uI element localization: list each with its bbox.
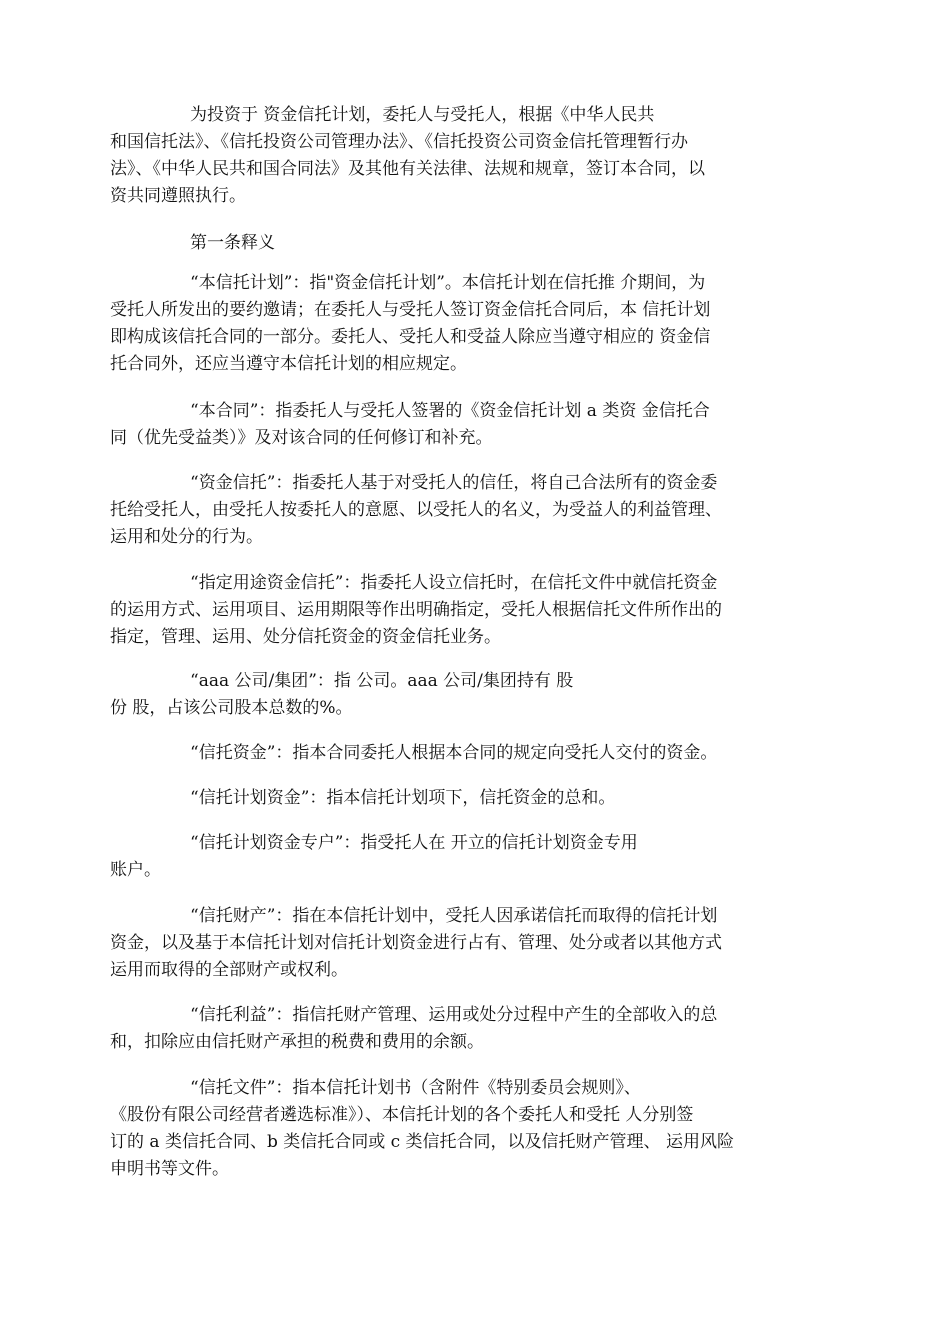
text-line: “信托文件”：指本信托计划书（含附件《特别委员会规则》、 [190, 1078, 641, 1098]
text-line: 《股份有限公司经营者遴选标准》）、本信托计划的各个委托人和受托 人分别签 [110, 1105, 694, 1125]
text-line: “aaa 公司/集团”：指 公司。aaa 公司/集团持有 股 [190, 671, 574, 691]
text-line: 同（优先受益类）》及对该合同的任何修订和补充。 [110, 428, 493, 448]
text-line: 账户。 [110, 860, 161, 880]
text-line: 申明书等文件。 [110, 1159, 229, 1179]
text-line: “信托财产”：指在本信托计划中，受托人因承诺信托而取得的信托计划 [190, 906, 718, 926]
text-line: 托合同外，还应当遵守本信托计划的相应规定。 [110, 354, 467, 374]
text-line: “信托计划资金”：指本信托计划项下，信托资金的总和。 [190, 788, 616, 808]
text-line: 运用而取得的全部财产或权利。 [110, 960, 348, 980]
text-line: “本合同”：指委托人与受托人签署的《资金信托计划 a 类资 金信托合 [190, 401, 710, 421]
text-line: “资金信托”：指委托人基于对受托人的信任，将自己合法所有的资金委 [190, 473, 718, 493]
text-line: 法》、《中华人民共和国合同法》及其他有关法律、法规和规章，签订本合同，以 [110, 159, 705, 179]
text-line: 和国信托法》、《信托投资公司管理办法》、《信托投资公司资金信托管理暂行办 [110, 132, 688, 152]
text-line: “信托资金”：指本合同委托人根据本合同的规定向受托人交付的资金。 [190, 743, 718, 763]
text-line: 的运用方式、运用项目、运用期限等作出明确指定，受托人根据信托文件所作出的 [110, 600, 722, 620]
text-line: 即构成该信托合同的一部分。委托人、受托人和受益人除应当遵守相应的 资金信 [110, 327, 711, 347]
text-line: 运用和处分的行为。 [110, 527, 263, 547]
text-line: “信托利益”：指信托财产管理、运用或处分过程中产生的全部收入的总 [190, 1005, 718, 1025]
text-line: “信托计划资金专户”：指受托人在 开立的信托计划资金专用 [190, 833, 638, 853]
text-line: 订的 a 类信托合同、b 类信托合同或 c 类信托合同，以及信托财产管理、 运用风险 [110, 1132, 734, 1152]
text-line: 资共同遵照执行。 [110, 186, 246, 206]
text-line: “指定用途资金信托”：指委托人设立信托时，在信托文件中就信托资金 [190, 573, 718, 593]
text-line: 和，扣除应由信托财产承担的税费和费用的余额。 [110, 1032, 484, 1052]
text-line: 份 股，占该公司股本总数的%。 [110, 698, 353, 718]
text-line: 为投资于 资金信托计划，委托人与受托人，根据《中华人民共 [190, 105, 655, 125]
text-line: 指定，管理、运用、处分信托资金的资金信托业务。 [110, 627, 501, 647]
text-line: 资金，以及基于本信托计划对信托计划资金进行占有、管理、处分或者以其他方式 [110, 933, 722, 953]
section-title: 第一条释义 [190, 233, 275, 253]
text-line: “本信托计划”：指"资金信托计划”。本信托计划在信托推 介期间，为 [190, 273, 706, 293]
text-line: 受托人所发出的要约邀请；在委托人与受托人签订资金信托合同后，本 信托计划 [110, 300, 711, 320]
text-line: 托给受托人，由受托人按委托人的意愿、以受托人的名义，为受益人的利益管理、 [110, 500, 722, 520]
